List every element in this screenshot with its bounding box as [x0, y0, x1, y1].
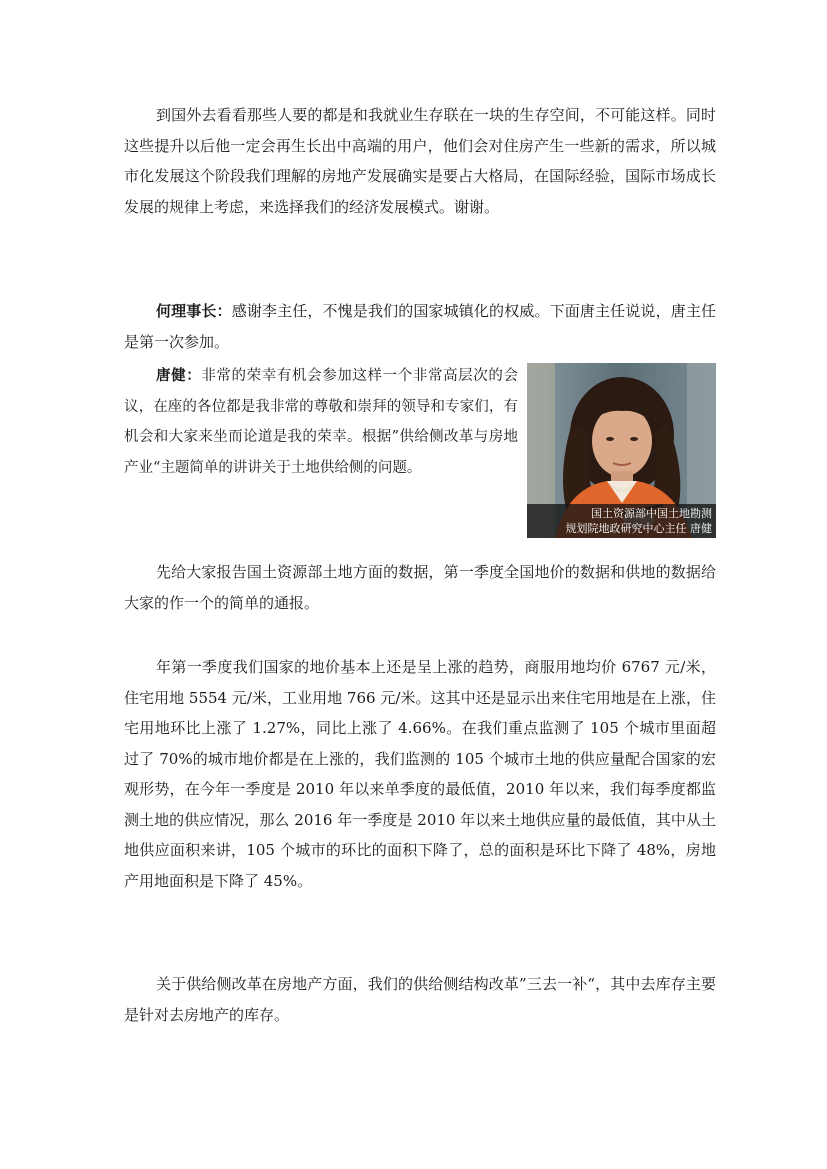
- speech-text: 感谢李主任，不愧是我们的国家城镇化的权威。下面唐主任说说，唐主任是第一次参加。: [124, 302, 716, 351]
- speaker-name: 何理事长：: [156, 302, 232, 320]
- speech-text: 非常的荣幸有机会参加这样一个非常高层次的会议，在座的各位都是我非常的尊敬和崇拜的领导和专家们，有机会和大家来坐而论道是我的荣幸。根据”供给侧改革与房地产业“主题简单的讲讲关于土地供给侧的问题。: [124, 368, 519, 476]
- caption-line: 规划院地政研究中心主任 唐健: [565, 522, 712, 535]
- caption-line: 国土资源部中国土地勘测: [591, 507, 712, 520]
- paragraph-closing-remarks: 到国外去看看那些人要的都是和我就业生存联在一块的生存空间，不可能这样。同时这些提升以后他一定会再生长出中高端的用户，他们会对住房产生一些新的需求，所以城市化发展这个阶段我们理解的房地产发展确实是要占大格局，在国际经验，国际市场成长发展的规律上考虑，来选择我们的经济发展模式。谢谢。: [124, 106, 716, 216]
- paragraph-land-price-statistics: 年第一季度我们国家的地价基本上还是呈上涨的趋势，商服用地均价 6767 元/米，住宅用地 5554 元/米，工业用地 766 元/米。这其中还是显示出来住宅用地是在上涨，住宅用地环比上涨了 1.27%，同比上涨了 4.66%。在我们重点监测了 105 个城市里面超过了 70%的城市地价都是在上涨的，我们监测的 105 个城市土地的供应量配合国家的宏观形势，在今年一季度是 2010 年以来单季度的最低值，2010 年以来，我们每季度都监测土地的供应情况，那么 2016 年一季度是 2010 年以来土地供应量的最低值，其中从土地供应面积来讲，105 个城市的环比的面积下降了，总的面积是环比下降了 48%，房地产用地面积是下降了 45%。: [124, 658, 716, 890]
- speaker-photo: [527, 363, 716, 538]
- photo-caption: [527, 504, 716, 538]
- paragraph-data-report-intro: 先给大家报告国土资源部土地方面的数据，第一季度全国地价的数据和供地的数据给大家的作一个的简单的通报。: [124, 563, 716, 612]
- paragraph-chairman-intro: [124, 296, 716, 357]
- speaker-name: 唐健：: [156, 367, 202, 384]
- paragraph-tangjian-opening: [124, 361, 518, 483]
- paragraph-supply-side-reform: 关于供给侧改革在房地产方面，我们的供给侧结构改革”三去一补“，其中去库存主要是针对去房地产的库存。: [124, 975, 716, 1024]
